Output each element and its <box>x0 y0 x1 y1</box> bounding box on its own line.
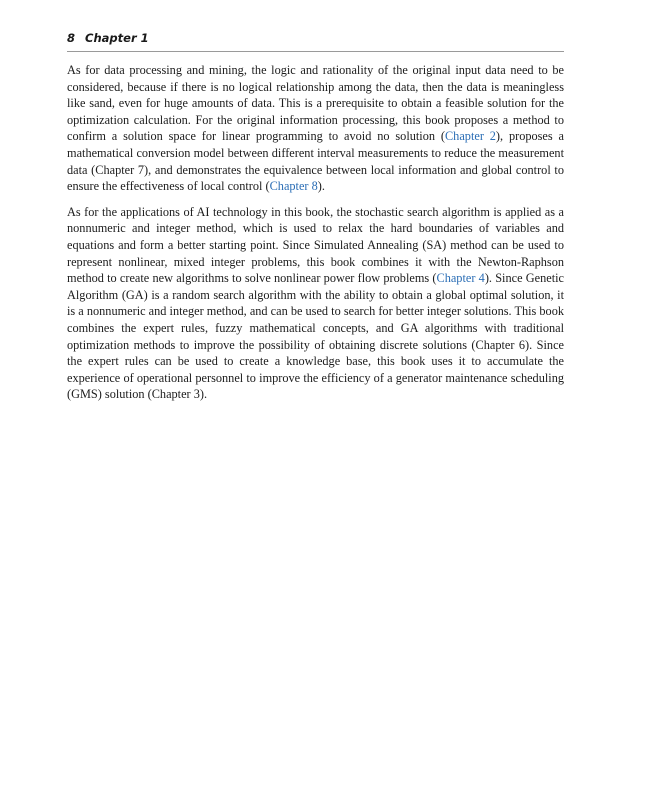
paragraph-text: As for data processing and mining, the logic and rationality of the original input data need to be considered, because if there is no logical relationship among the data, then the data is meaningless like sand, even for huge amounts of data. This is a prerequisite to obtain a feasible solution for the optimization calculation. For the original information processing, this book proposes a method to confirm a solution space for linear programming to avoid no solution ( <box>67 63 564 144</box>
paragraph-data-processing <box>67 62 564 195</box>
chapter-label: Chapter 1 <box>85 31 149 45</box>
paragraph-text: ). <box>317 179 325 194</box>
chapter-8-link[interactable]: Chapter 8 <box>269 179 318 194</box>
running-header <box>67 31 564 52</box>
body-text <box>67 62 564 412</box>
paragraph-ai-applications <box>67 204 564 403</box>
chapter-4-link[interactable]: Chapter 4 <box>436 271 485 286</box>
paragraph-text: As for the applications of AI technology in this book, the stochastic search algorithm is applied as a nonnumeric and integer method, which is used to relax the hard boundaries of variables and equations and form a better starting point. Since Simulated Annealing (SA) method can be used to represent nonlinear, mixed integer problems, this book combines it with the Newton-Raphson method to create new algorithms to solve nonlinear power flow problems ( <box>67 204 564 286</box>
paragraph-text: ), proposes a mathematical conversion model between different interval measurements to reduce the measurement data (Chapter 7), and demonstrates the equivalence between local information and global control to ensure the effectiveness of local control ( <box>67 129 564 194</box>
paragraph-text: ). Since Genetic Algorithm (GA) is a random search algorithm with the ability to obtain a global optimal solution, it is a nonnumeric and integer method, and can be used to search for better integer solutions. This book combines the expert rules, fuzzy mathematical concepts, and GA algorithms with traditional optimization methods to improve the possibility of obtaining discrete solutions (Chapter 6). Since the expert rules can be used to create a knowledge base, this book uses it to accumulate the experience of operational personnel to improve the efficiency of a generator maintenance scheduling (GMS) solution (Chapter 3). <box>67 271 564 402</box>
chapter-2-link[interactable]: Chapter 2 <box>444 129 496 144</box>
page-number: 8 <box>67 31 76 45</box>
